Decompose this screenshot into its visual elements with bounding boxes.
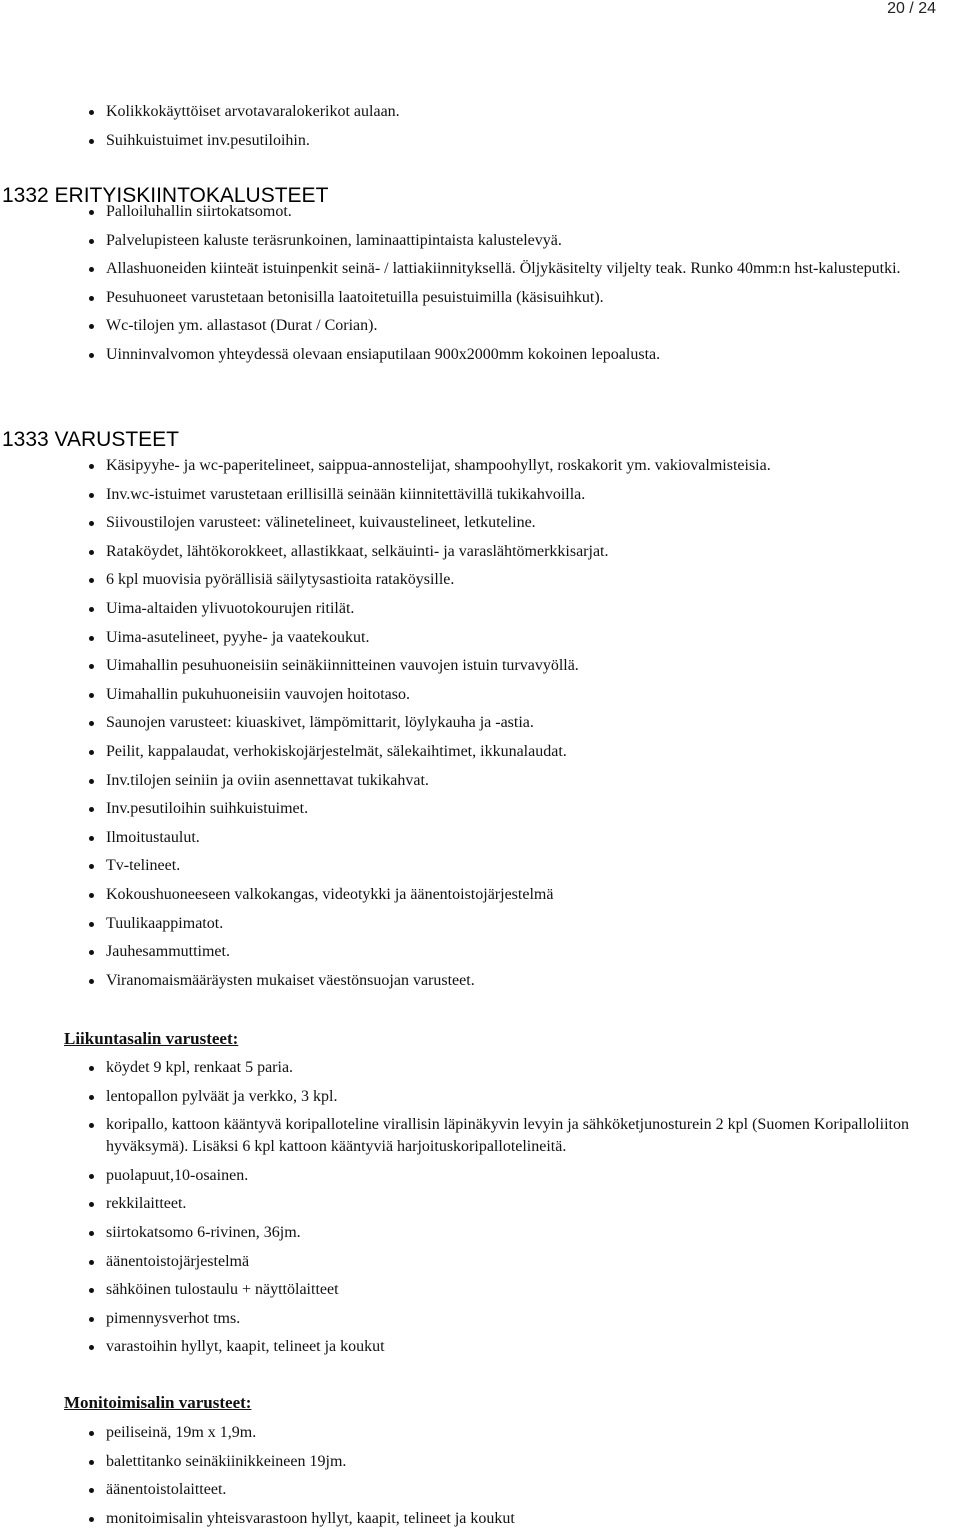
bullet-icon xyxy=(89,1095,94,1100)
list-item-text: Inv.wc-istuimet varustetaan erillisillä seinään kiinnitettävillä tukikahvoilla. xyxy=(106,485,586,503)
list-item xyxy=(0,1451,960,1473)
list-item xyxy=(0,569,960,591)
list-item-text: siirtokatsomo 6-rivinen, 36jm. xyxy=(106,1223,301,1241)
bullet-icon xyxy=(89,1460,94,1465)
list-item-text: äänentoistolaitteet. xyxy=(106,1481,227,1499)
bullet-icon xyxy=(89,1488,94,1493)
list-item xyxy=(0,287,960,309)
list-item-text: Viranomaismääräysten mukaiset väestönsuojan varusteet. xyxy=(106,971,475,989)
list-item-text: Jauhesammuttimet. xyxy=(106,943,230,961)
list-item xyxy=(0,627,960,649)
bullet-icon xyxy=(89,353,94,358)
list-item-text: Palloiluhallin siirtokatsomot. xyxy=(106,203,292,220)
list-item-text: puolapuut,10-osainen. xyxy=(106,1166,249,1184)
list-item xyxy=(0,1193,960,1215)
list-item-text: köydet 9 kpl, renkaat 5 paria. xyxy=(106,1059,294,1076)
list-item-text: Allashuoneiden kiinteät istuinpenkit seinä- / lattiakiinnityksellä. Öljykäsitelty viljelty teak. Runko 40mm:n hst-kalusteputki. xyxy=(106,260,901,278)
list-item-text: Inv.tilojen seiniin ja oviin asennettavat tukikahvat. xyxy=(106,771,429,789)
list-item-text: Pesuhuoneet varustetaan betonisilla laatoitetuilla pesuistuimilla (käsisuihkut). xyxy=(106,288,604,306)
list-item-text: Rataköydet, lähtökorokkeet, allastikkaat, selkäuinti- ja varaslähtömerkkisarjat. xyxy=(106,542,609,560)
bullet-icon xyxy=(89,1288,94,1293)
list-item xyxy=(0,655,960,677)
list-item xyxy=(0,684,960,706)
list-item-text: Suihkuistuimet inv.pesutiloihin. xyxy=(106,131,310,149)
bullet-icon xyxy=(89,1231,94,1236)
bullet-icon xyxy=(89,893,94,898)
list-item-text: Inv.pesutiloihin suihkuistuimet. xyxy=(106,800,309,818)
list-item-text: Uima-altaiden ylivuotokourujen ritilät. xyxy=(106,599,355,617)
list-item xyxy=(0,1308,960,1330)
list-item-text: peiliseinä, 19m x 1,9m. xyxy=(106,1424,257,1441)
liikuntasali-heading: Liikuntasalin varusteet: xyxy=(64,1029,239,1048)
list-item xyxy=(0,230,960,252)
bullet-icon xyxy=(89,296,94,301)
bullet-icon xyxy=(89,578,94,583)
list-item-text: koripallo, kattoon kääntyvä koripalloteline virallisin läpinäkyvin levyin ja sähköketjunosturein 2 kpl (Suomen Koripalloliiton hyväksymä). Lisäksi 6 kpl kattoon kääntyviä harjoituskoripallotelineitä. xyxy=(106,1116,909,1156)
bullet-icon xyxy=(89,1202,94,1207)
bullet-icon xyxy=(89,267,94,272)
list-item xyxy=(0,884,960,906)
bullet-icon xyxy=(89,239,94,244)
bullet-icon xyxy=(89,1174,94,1179)
bullet-icon xyxy=(89,210,94,215)
list-item xyxy=(0,712,960,734)
list-item xyxy=(0,258,960,280)
bullet-icon xyxy=(89,979,94,984)
bullet-icon xyxy=(89,1345,94,1350)
list-item-text: Tuulikaappimatot. xyxy=(106,914,224,932)
list-item xyxy=(0,770,960,792)
list-item-text: Wc-tilojen ym. allastasot (Durat / Corian). xyxy=(106,317,378,335)
list-item xyxy=(0,798,960,820)
bullet-icon xyxy=(89,110,94,115)
list-item xyxy=(0,1336,960,1358)
list-item xyxy=(0,598,960,620)
list-item xyxy=(0,1422,960,1444)
list-item-text: Kokoushuoneeseen valkokangas, videotykki ja äänentoistojärjestelmä xyxy=(106,885,554,903)
list-item-text: sähköinen tulostaulu + näyttölaitteet xyxy=(106,1281,339,1299)
list-item-text: varastoihin hyllyt, kaapit, telineet ja koukut xyxy=(106,1338,385,1356)
list-item xyxy=(0,455,960,477)
section-1333-heading: 1333 VARUSTEET xyxy=(2,428,180,451)
list-item xyxy=(0,1165,960,1187)
list-item-text: Saunojen varusteet: kiuaskivet, lämpömittarit, löylykauha ja -astia. xyxy=(106,714,534,732)
list-item xyxy=(0,101,960,123)
list-item-text: Tv-telineet. xyxy=(106,857,181,875)
list-item xyxy=(0,1479,960,1501)
bullet-icon xyxy=(89,1431,94,1436)
bullet-icon xyxy=(89,550,94,555)
list-item-text: Käsipyyhe- ja wc-paperitelineet, saippua-annostelijat, shampoohyllyt, roskakorit ym. vakiovalmisteisia. xyxy=(106,457,771,474)
bullet-icon xyxy=(89,607,94,612)
list-item xyxy=(0,130,960,152)
list-item-text: rekkilaitteet. xyxy=(106,1195,187,1213)
list-item xyxy=(0,1508,960,1530)
list-item-text: 6 kpl muovisia pyörällisiä säilytysastioita rataköysille. xyxy=(106,571,455,589)
list-item-text: monitoimisalin yhteisvarastoon hyllyt, kaapit, telineet ja koukut xyxy=(106,1509,515,1527)
section-1333-list xyxy=(0,455,960,998)
list-item xyxy=(0,913,960,935)
bullet-icon xyxy=(89,521,94,526)
list-item-text: Uimahallin pukuhuoneisiin vauvojen hoitotaso. xyxy=(106,685,410,703)
list-item-text: Palvelupisteen kaluste teräsrunkoinen, laminaattipintaista kalustelevyä. xyxy=(106,231,562,249)
list-item-text: lentopallon pylväät ja verkko, 3 kpl. xyxy=(106,1087,338,1105)
list-item xyxy=(0,201,960,223)
list-item xyxy=(0,827,960,849)
bullet-icon xyxy=(89,324,94,329)
list-item-text: Uimahallin pesuhuoneisiin seinäkiinnitteinen vauvojen istuin turvavyöllä. xyxy=(106,657,579,675)
bullet-icon xyxy=(89,1317,94,1322)
bullet-icon xyxy=(89,864,94,869)
bullet-icon xyxy=(89,721,94,726)
list-item-text: Uinninvalvomon yhteydessä olevaan ensiaputilaan 900x2000mm kokoinen lepoalusta. xyxy=(106,345,661,363)
bullet-icon xyxy=(89,493,94,498)
bullet-icon xyxy=(89,139,94,144)
intro-list xyxy=(0,101,960,158)
list-item xyxy=(0,1086,960,1108)
list-item-text: Ilmoitustaulut. xyxy=(106,828,200,846)
list-item xyxy=(0,1251,960,1273)
bullet-icon xyxy=(89,1066,94,1071)
list-item xyxy=(0,1057,960,1079)
bullet-icon xyxy=(89,950,94,955)
monitoimisali-heading: Monitoimisalin varusteet: xyxy=(64,1393,252,1412)
liikuntasali-list xyxy=(0,1057,960,1365)
list-item xyxy=(0,970,960,992)
list-item-text: Uima-asutelineet, pyyhe- ja vaatekoukut. xyxy=(106,628,370,646)
list-item xyxy=(0,855,960,877)
bullet-icon xyxy=(89,636,94,641)
section-1332-list xyxy=(0,201,960,373)
list-item-text: Kolikkokäyttöiset arvotavaralokerikot aulaan. xyxy=(106,103,400,120)
list-item-text: Peilit, kappalaudat, verhokiskojärjestelmät, sälekaihtimet, ikkunalaudat. xyxy=(106,742,567,760)
list-item xyxy=(0,541,960,563)
bullet-icon xyxy=(89,922,94,927)
bullet-icon xyxy=(89,836,94,841)
bullet-icon xyxy=(89,1517,94,1522)
list-item xyxy=(0,1279,960,1301)
list-item-text: pimennysverhot tms. xyxy=(106,1309,241,1327)
bullet-icon xyxy=(89,664,94,669)
list-item xyxy=(0,941,960,963)
bullet-icon xyxy=(89,1260,94,1265)
list-item xyxy=(0,1222,960,1244)
bullet-icon xyxy=(89,807,94,812)
monitoimisali-list xyxy=(0,1422,960,1536)
bullet-icon xyxy=(89,750,94,755)
list-item-text: Siivoustilojen varusteet: välinetelineet, kuivaustelineet, letkuteline. xyxy=(106,514,536,532)
list-item xyxy=(0,484,960,506)
list-item xyxy=(0,344,960,366)
bullet-icon xyxy=(89,464,94,469)
list-item xyxy=(0,741,960,763)
list-item-text: äänentoistojärjestelmä xyxy=(106,1252,250,1270)
bullet-icon xyxy=(89,1123,94,1128)
list-item xyxy=(0,512,960,534)
section-1332-heading: 1332 ERITYISKIINTOKALUSTEET xyxy=(2,184,329,207)
list-item xyxy=(0,1114,960,1158)
bullet-icon xyxy=(89,693,94,698)
list-item xyxy=(0,315,960,337)
bullet-icon xyxy=(89,779,94,784)
list-item-text: balettitanko seinäkiinikkeineen 19jm. xyxy=(106,1452,347,1470)
page-number: 20 / 24 xyxy=(887,0,936,17)
